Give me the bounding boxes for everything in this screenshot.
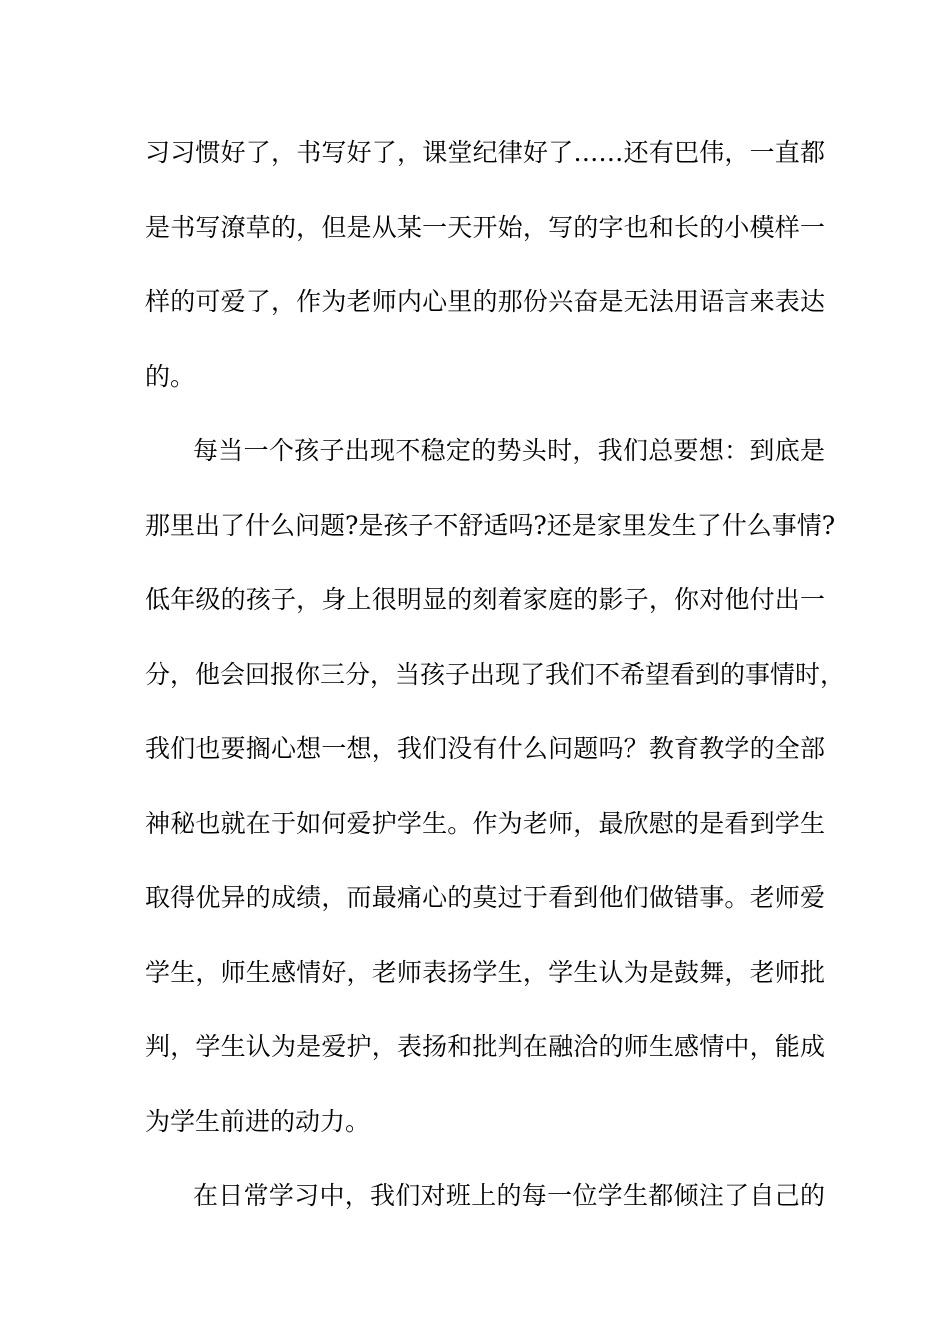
- text-line: 学生，师生感情好，老师表扬学生，学生认为是鼓舞，老师批: [145, 957, 825, 987]
- text-line: 那里出了什么问题?是孩子不舒适吗?还是家里发生了什么事情?: [145, 510, 836, 540]
- text-line: 取得优异的成绩，而最痛心的莫过于看到他们做错事。老师爱: [145, 883, 825, 912]
- text-line: 是书写潦草的，但是从某一天开始，写的字也和长的小模样一: [145, 212, 825, 242]
- text-line: 神秘也就在于如何爱护学生。作为老师，最欣慰的是看到学生: [145, 808, 825, 838]
- text-line: 习习惯好了，书写好了，课堂纪律好了……还有巴伟，一直都: [145, 138, 825, 167]
- text-line: 为学生前进的动力。: [145, 1106, 371, 1136]
- paragraph-start-line: 每当一个孩子出现不稳定的势头时，我们总要想：到底是: [193, 436, 825, 465]
- text-line: 判，学生认为是爱护，表扬和批判在融洽的师生感情中，能成: [145, 1032, 825, 1061]
- text-line: 我们也要搁心想一想，我们没有什么问题吗？教育教学的全部: [145, 734, 825, 763]
- body-text: [145, 128, 846, 1246]
- text-line: 低年级的孩子，身上很明显的刻着家庭的影子，你对他付出一: [145, 585, 825, 614]
- text-line: 的。: [145, 361, 196, 391]
- text-line: 样的可爱了，作为老师内心里的那份兴奋是无法用语言来表达: [145, 287, 825, 316]
- text-line: 分，他会回报你三分，当孩子出现了我们不希望看到的事情时，: [145, 659, 846, 689]
- paragraph-start-line: 在日常学习中，我们对班上的每一位学生都倾注了自己的: [193, 1181, 825, 1210]
